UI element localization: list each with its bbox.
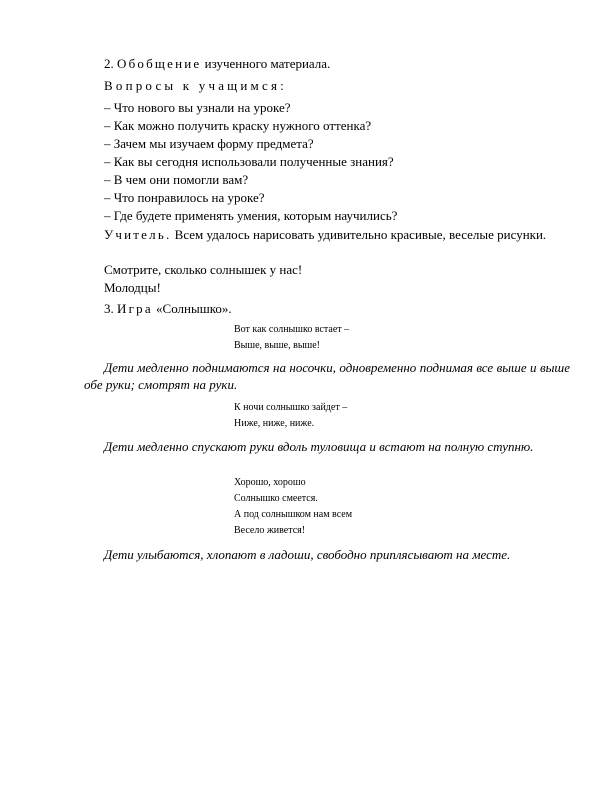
teacher-paragraph (84, 226, 570, 243)
question-item: – Что нового вы узнали на уроке? (104, 100, 291, 115)
teacher-label: Учитель. (104, 227, 172, 242)
poem-line: Ниже, ниже, ниже. (234, 418, 315, 429)
poem-stanza-1 (234, 322, 349, 354)
poem-line: Вот как солнышко встает – (234, 324, 350, 335)
poem-stanza-2 (234, 400, 347, 432)
question-item: – В чем они помогли вам? (104, 172, 249, 187)
stage-direction-3: Дети улыбаются, хлопают в ладоши, свободно приплясывают на месте. (104, 547, 511, 562)
section-3-heading-rest: «Солнышко». (156, 301, 232, 316)
question-item: – Зачем мы изучаем форму предмета? (104, 136, 314, 151)
section-3-number: 3. (104, 301, 114, 316)
teacher-text: Всем удалось нарисовать удивительно красивые, веселые рисунки. (174, 227, 547, 242)
question-item: – Как можно получить краску нужного оттенка? (104, 118, 372, 133)
section-2-heading-spaced: Обобщение (117, 56, 202, 71)
poem-stanza-3 (234, 475, 352, 539)
question-item: – Где будете применять умения, которым научились? (104, 208, 398, 223)
poem-line: Хорошо, хорошо (234, 477, 306, 488)
teacher-line-2: Смотрите, сколько солнышек у нас! (104, 262, 303, 277)
section-3-heading (104, 301, 232, 316)
stage-direction-1: Дети медленно поднимаются на носочки, одновременно поднимая все выше и выше обе руки; смотрят на руки. (84, 360, 570, 392)
section-2-heading-rest: изученного материала. (204, 56, 331, 71)
poem-line: Выше, выше, выше! (234, 340, 321, 351)
question-item: – Как вы сегодня использовали полученные знания? (104, 154, 394, 169)
stage-direction-2: Дети медленно спускают руки вдоль туловища и встают на полную ступню. (104, 439, 534, 454)
poem-line: Солнышко смеется. (234, 493, 318, 504)
teacher-line-3: Молодцы! (104, 280, 161, 295)
poem-line: К ночи солнышко зайдет – (234, 402, 348, 413)
section-3-heading-spaced: Игра (117, 301, 153, 316)
poem-line: А под солнышком нам всем (234, 509, 353, 520)
question-item: – Что понравилось на уроке? (104, 190, 265, 205)
section-2-heading (104, 56, 330, 71)
questions-heading: Вопросы к учащимся: (104, 78, 287, 93)
poem-line: Весело живется! (234, 525, 306, 536)
section-2-number: 2. (104, 56, 114, 71)
